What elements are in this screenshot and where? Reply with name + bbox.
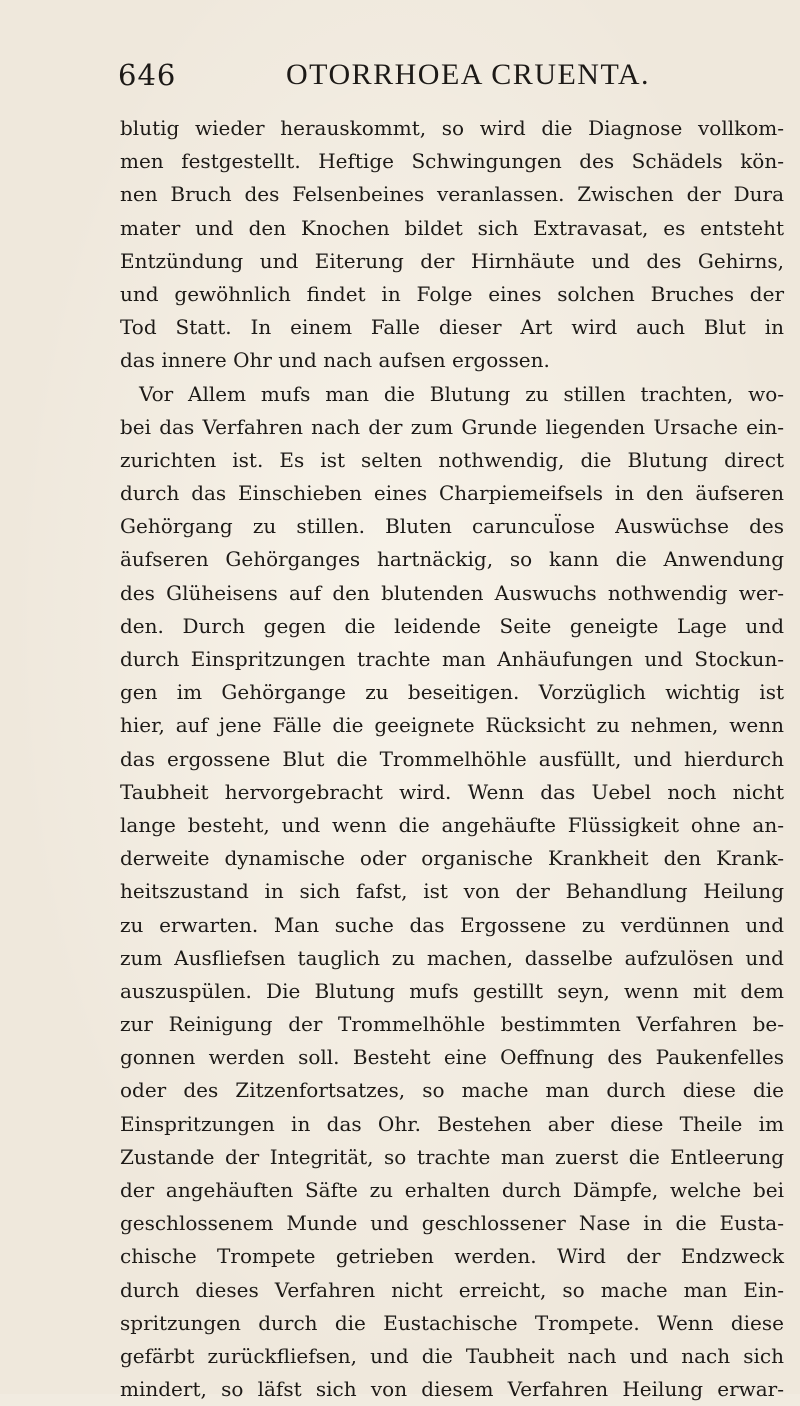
text-line: chische Trompete getrieben werden. Wird der Endzweck (120, 1240, 784, 1273)
text-line: zum Ausfliefsen tauglich zu machen, dasselbe aufzulösen und (120, 942, 784, 975)
text-line: Einspritzungen in das Ohr. Bestehen aber diese Theile im (120, 1108, 784, 1141)
text-line: der angehäuften Säfte zu erhalten durch Dämpfe, welche bei (120, 1174, 784, 1207)
text-line: Tod Statt. In einem Falle dieser Art wird auch Blut in (120, 311, 784, 344)
text-line: hier, auf jene Fälle die geeignete Rücksicht zu nehmen, wenn (120, 709, 784, 742)
text-line: zurichten ist. Es ist selten nothwendig, die Blutung direct (120, 444, 784, 477)
paragraph (120, 378, 784, 1406)
text-line: durch Einspritzungen trachte man Anhäufungen und Stockun- (120, 643, 784, 676)
text-line: durch dieses Verfahren nicht erreicht, so mache man Ein- (120, 1274, 784, 1307)
page-number: 646 (118, 58, 176, 92)
text-line: spritzungen durch die Eustachische Trompete. Wenn diese (120, 1307, 784, 1340)
text-line: oder des Zitzenfortsatzes, so mache man durch diese die (120, 1074, 784, 1107)
text-line: den. Durch gegen die leidende Seite geneigte Lage und (120, 610, 784, 643)
text-line: des Glüheisens auf den blutenden Auswuchs nothwendig wer- (120, 577, 784, 610)
page-header (118, 58, 778, 98)
text-line: Entzündung und Eiterung der Hirnhäute und des Gehirns, (120, 245, 784, 278)
text-line: blutig wieder herauskommt, so wird die Diagnose vollkom- (120, 112, 784, 145)
text-line: heitszustand in sich fafst, ist von der Behandlung Heilung (120, 875, 784, 908)
text-line: lange besteht, und wenn die angehäufte Flüssigkeit ohne an- (120, 809, 784, 842)
text-line: Taubheit hervorgebracht wird. Wenn das Uebel noch nicht (120, 776, 784, 809)
text-line: das innere Ohr und nach aufsen ergossen. (120, 344, 784, 377)
text-line: zu erwarten. Man suche das Ergossene zu verdünnen und (120, 909, 784, 942)
text-line: mindert, so läfst sich von diesem Verfahren Heilung erwar- (120, 1373, 784, 1406)
text-line: geschlossenem Munde und geschlossener Nase in die Eusta- (120, 1207, 784, 1240)
text-line: gefärbt zurückfliefsen, und die Taubheit nach und nach sich (120, 1340, 784, 1373)
text-line: Vor Allem mufs man die Blutung zu stillen trachten, wo- (120, 378, 784, 411)
text-line: Gehörgang zu stillen. Bluten caruncul̈ose Auswüchse des (120, 510, 784, 543)
paragraph (120, 112, 784, 378)
text-line: zur Reinigung der Trommelhöhle bestimmten Verfahren be- (120, 1008, 784, 1041)
text-line: Zustande der Integrität, so trachte man zuerst die Entleerung (120, 1141, 784, 1174)
text-line: mater und den Knochen bildet sich Extravasat, es entsteht (120, 212, 784, 245)
text-line: das ergossene Blut die Trommelhöhle ausfüllt, und hierdurch (120, 743, 784, 776)
body-text (120, 112, 784, 1406)
text-line: bei das Verfahren nach der zum Grunde liegenden Ursache ein- (120, 411, 784, 444)
text-line: nen Bruch des Felsenbeines veranlassen. Zwischen der Dura (120, 178, 784, 211)
text-line: äufseren Gehörganges hartnäckig, so kann die Anwendung (120, 543, 784, 576)
text-line: men festgestellt. Heftige Schwingungen des Schädels kön- (120, 145, 784, 178)
text-line: gonnen werden soll. Besteht eine Oeffnung des Paukenfelles (120, 1041, 784, 1074)
text-line: und gewöhnlich findet in Folge eines solchen Bruches der (120, 278, 784, 311)
text-line: derweite dynamische oder organische Krankheit den Krank- (120, 842, 784, 875)
running-title: OTORRHOEA CRUENTA. (286, 58, 650, 92)
text-line: auszuspülen. Die Blutung mufs gestillt seyn, wenn mit dem (120, 975, 784, 1008)
text-line: gen im Gehörgange zu beseitigen. Vorzüglich wichtig ist (120, 676, 784, 709)
text-line: durch das Einschieben eines Charpiemeifsels in den äufseren (120, 477, 784, 510)
